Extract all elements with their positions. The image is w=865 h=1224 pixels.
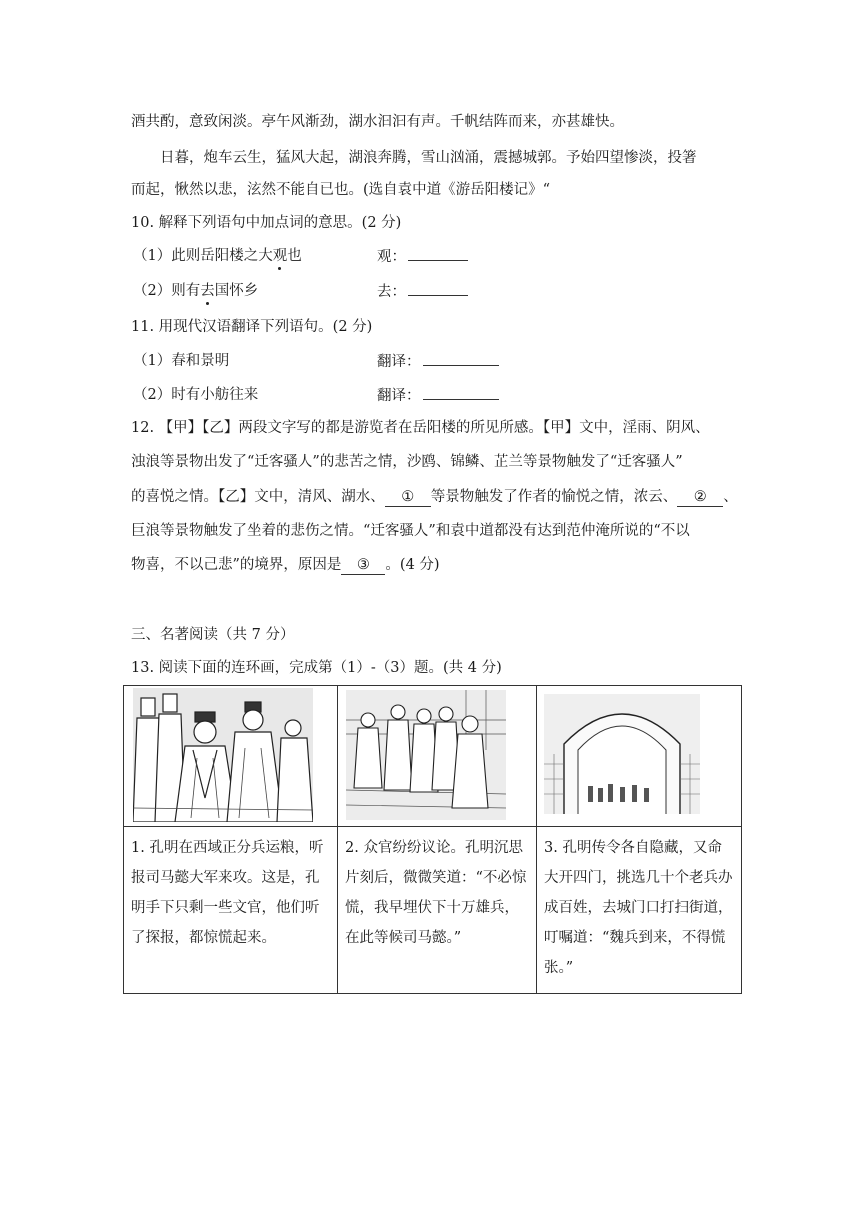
question-12-line: 12. 【甲】【乙】两段文字写的都是游览者在岳阳楼的所见所感。【甲】文中，淫雨、阴风、	[131, 420, 710, 436]
dotted-word: 观	[272, 248, 288, 264]
dotted-word: 去	[200, 283, 215, 299]
q11-answer-2: 翻译：	[377, 385, 499, 406]
passage-line: 酒共酌，意致闲淡。亭午风渐劲，湖水汩汩有声。千帆结阵而来，亦甚雄快。	[131, 114, 624, 130]
fill-blank-2[interactable]: ②	[677, 488, 723, 507]
q10-answer-2: 去：	[377, 281, 468, 302]
q11-item-1: （1）春和景明	[133, 353, 230, 369]
answer-blank[interactable]	[408, 281, 468, 296]
question-11-title: 11. 用现代汉语翻译下列语句。(2 分)	[131, 319, 373, 335]
answer-blank[interactable]	[423, 385, 499, 400]
answer-blank[interactable]	[408, 246, 468, 261]
comic-panel-image-1	[124, 686, 338, 827]
question-13-title: 13. 阅读下面的连环画，完成第（1）-（3）题。(共 4 分)	[131, 660, 502, 676]
question-12-line: 巨浪等景物触发了坐着的悲伤之情。“迁客骚人”和袁中道都没有达到范仲淹所说的“不以	[131, 523, 690, 539]
question-10-title: 10. 解释下列语句中加点词的意思。(2 分)	[131, 215, 402, 231]
passage-line: 日暮，炮车云生，猛风大起，湖浪奔腾，雪山汹涌，震撼城郭。予始四望惨淡，投箸	[160, 150, 697, 166]
question-12-line: 物喜，不以己悲”的境界，原因是 ③ 。(4 分)	[131, 557, 440, 573]
q10-item-2: （2）则有去国怀乡	[133, 283, 259, 299]
q10-answer-1: 观：	[377, 246, 468, 267]
comic-caption-3: 3. 孔明传令各自隐藏，又命大开四门，挑选几十个老兵办成百姓，去城门口打扫街道，叮嘱道：“魏兵到来，不得慌张。”	[537, 827, 742, 994]
question-12-line: 浊浪等景物出发了“迁客骚人”的悲苦之情，沙鸥、锦鳞、芷兰等景物触发了“迁客骚人”	[131, 454, 683, 470]
passage-line: 而起，愀然以悲，泫然不能自已也。(选自袁中道《游岳阳楼记》“	[131, 182, 551, 198]
comic-caption-2: 2. 众官纷纷议论。孔明沉思片刻后，微微笑道：“不必惊慌，我早埋伏下十万雄兵，在此等候司马懿。”	[338, 827, 537, 994]
comic-strip-table	[123, 685, 742, 994]
comic-illustration	[346, 690, 506, 820]
question-12-line: 的喜悦之情。【乙】文中，清风、湖水、 ① 等景物触发了作者的愉悦之情，浓云、 ② 、	[131, 489, 738, 505]
fill-blank-3[interactable]: ③	[341, 556, 385, 575]
q11-item-2: （2）时有小舫往来	[133, 387, 259, 403]
q11-answer-1: 翻译：	[377, 351, 499, 372]
comic-illustration	[544, 694, 700, 814]
q10-item-1: （1）此则岳阳楼之大观也	[133, 248, 302, 264]
section-heading: 三、名著阅读（共 7 分）	[131, 627, 295, 643]
comic-panel-image-2	[338, 686, 537, 827]
comic-panel-image-3	[537, 686, 742, 827]
answer-blank[interactable]	[423, 351, 499, 366]
comic-illustration	[133, 688, 313, 822]
comic-caption-1: 1. 孔明在西域正分兵运粮，听报司马懿大军来攻。这是，孔明手下只剩一些文官，他们听了探报，都惊慌起来。	[124, 827, 338, 994]
fill-blank-1[interactable]: ①	[385, 488, 431, 507]
